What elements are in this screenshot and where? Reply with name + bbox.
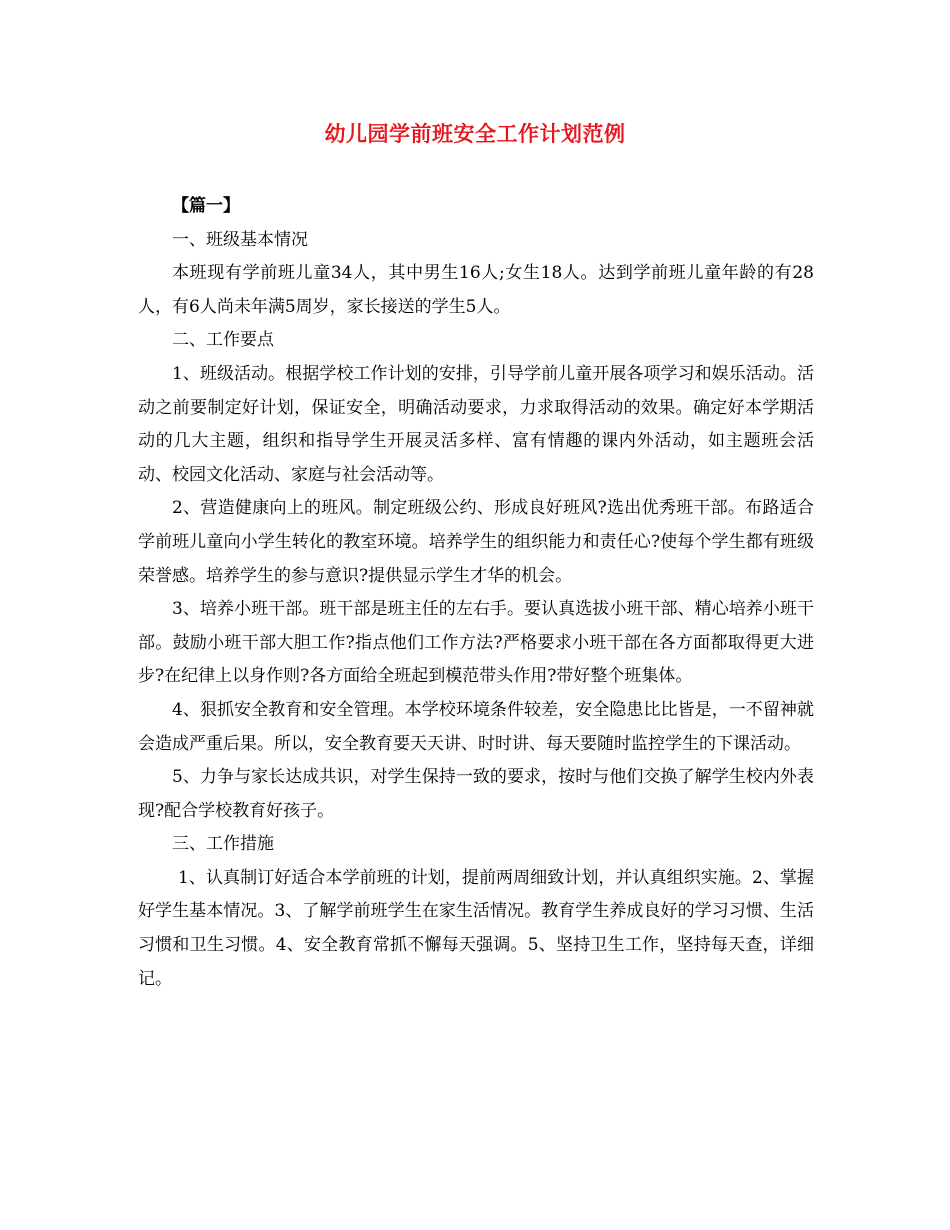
- document-body: [138, 190, 814, 996]
- paragraph-basic-info: 本班现有学前班儿童34人，其中男生16人;女生18人。达到学前班儿童年龄的有28人，有6人尚未年满5周岁，家长接送的学生5人。: [138, 263, 814, 317]
- paragraph-class-activities: 1、班级活动。根据学校工作计划的安排，引导学前儿童开展各项学习和娱乐活动。活动之前要制定好计划，保证安全，明确活动要求，力求取得活动的效果。确定好本学期活动的几大主题，组织和指导学生开展灵活多样、富有情趣的课内外活动，如主题班会活动、校园文化活动、家庭与社会活动等。: [138, 363, 814, 485]
- paragraph-safety-education: 4、狠抓安全教育和安全管理。本学校环境条件较差，安全隐患比比皆是，一不留神就会造成严重后果。所以，安全教育要天天讲、时时讲、每天要随时监控学生的下课活动。: [138, 699, 814, 754]
- document-title: 幼儿园学前班安全工作计划范例: [324, 121, 626, 146]
- paragraph-class-atmosphere: 2、营造健康向上的班风。制定班级公约、形成良好班风?选出优秀班干部。布路适合学前班儿童向小学生转化的教室环境。培养学生的组织能力和责任心?使每个学生都有班级荣誉感。培养学生的参与意识?提供显示学生才华的机会。: [138, 498, 814, 586]
- heading-work-points: 二、工作要点: [172, 330, 274, 351]
- section-label: 【篇一】: [172, 196, 240, 216]
- paragraph-class-cadres: 3、培养小班干部。班干部是班主任的左右手。要认真选拔小班干部、精心培养小班干部。鼓励小班干部大胆工作?指点他们工作方法?严格要求小班干部在各方面都取得更大进步?在纪律上以身作则?各方面给全班起到模范带头作用?带好整个班集体。: [138, 599, 814, 687]
- heading-work-measures: 三、工作措施: [172, 834, 274, 855]
- paragraph-parent-consensus: 5、力争与家长达成共识，对学生保持一致的要求，按时与他们交换了解学生校内外表现?配合学校教育好孩子。: [138, 767, 814, 821]
- paragraph-work-measures: 1、认真制订好适合本学前班的计划，提前两周细致计划，并认真组织实施。2、掌握好学生基本情况。3、了解学前班学生在家生活情况。教育学生养成良好的学习习惯、生活习惯和卫生习惯。4、安全教育常抓不懈每天强调。5、坚持卫生工作，坚持每天查，详细记。: [138, 867, 814, 989]
- heading-basic-info: 一、班级基本情况: [172, 229, 308, 250]
